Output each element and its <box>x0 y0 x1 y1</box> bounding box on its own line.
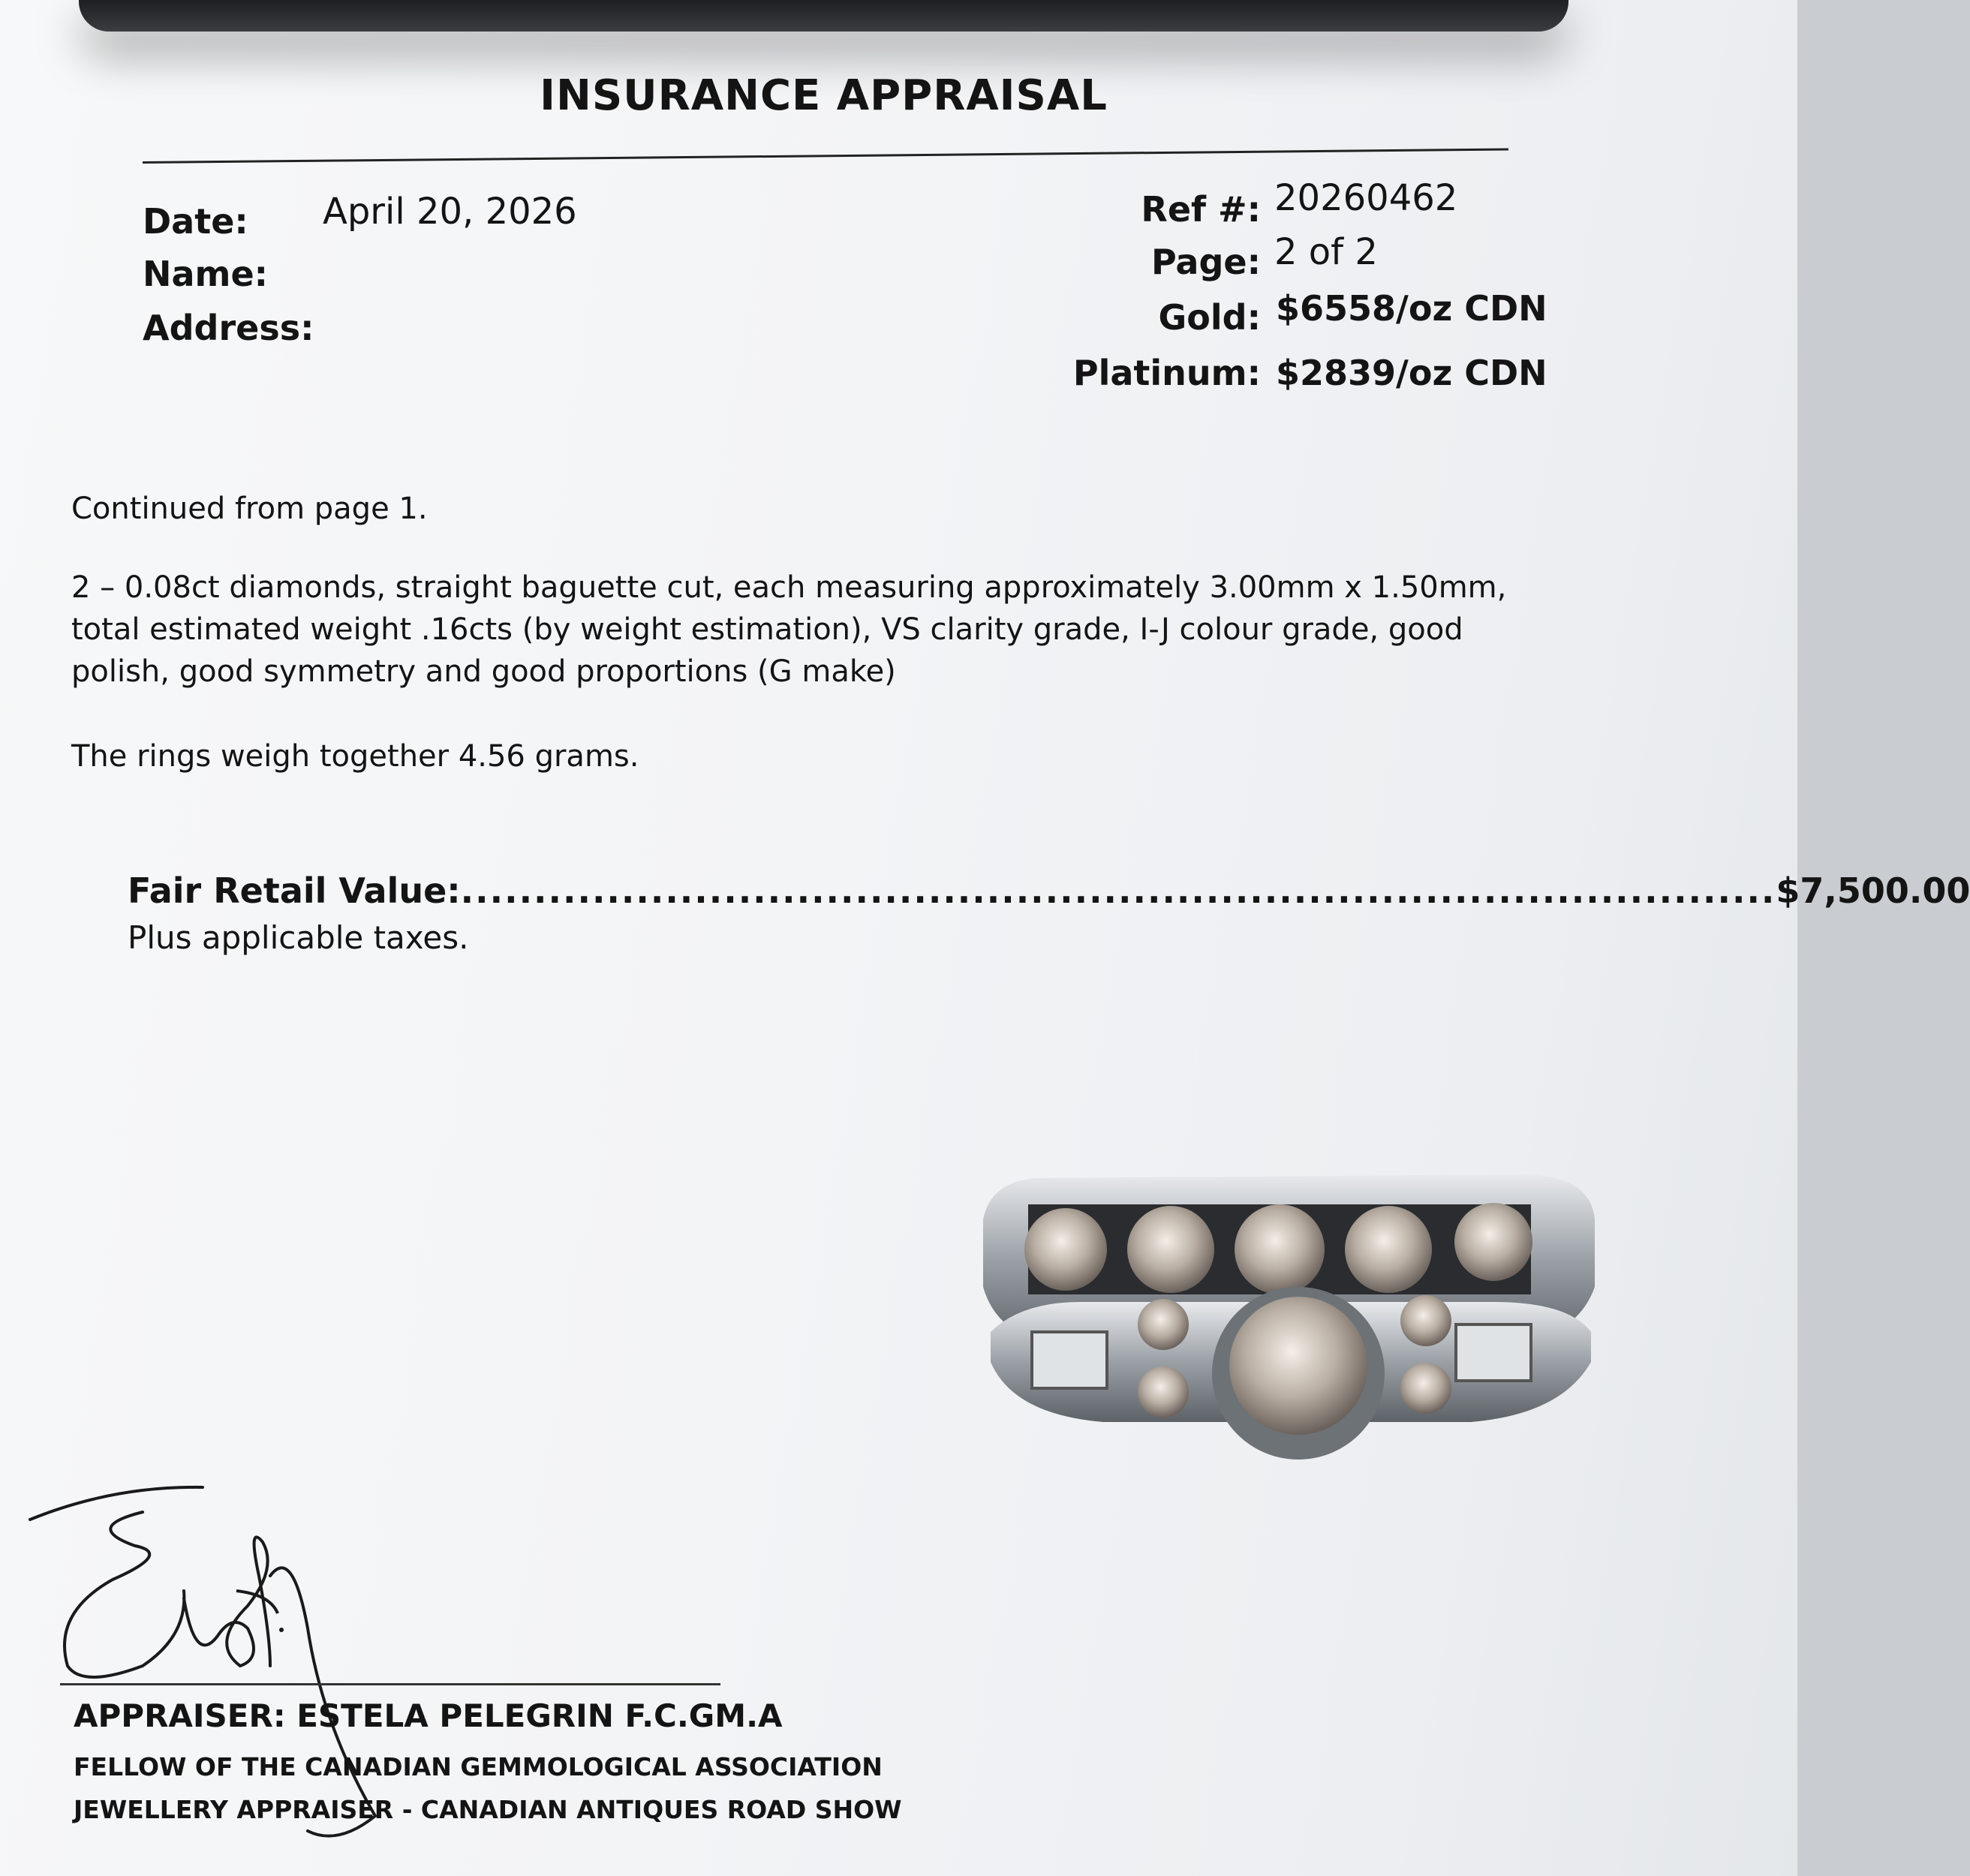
credential-line-2: JEWELLERY APPRAISER - CANADIAN ANTIQUES ROAD SHOW <box>74 1795 902 1824</box>
date-value: April 20, 2026 <box>323 191 577 233</box>
fair-retail-amount: $7,500.00 <box>1776 870 1970 911</box>
clipboard-clip <box>79 0 1568 32</box>
gold-value: $6558/oz CDN <box>1276 288 1547 329</box>
platinum-label: Platinum: <box>1072 353 1261 393</box>
ring-photo <box>976 1174 1599 1490</box>
address-label: Address: <box>143 308 314 348</box>
leader-dots: .......................................................................................... <box>460 870 1776 911</box>
appraiser-name: APPRAISER: ESTELA PELEGRIN F.C.GM.A <box>74 1697 783 1734</box>
page-label: Page: <box>1150 242 1261 282</box>
taxes-note: Plus applicable taxes. <box>128 919 469 956</box>
signature-line <box>60 1683 720 1685</box>
appraiser-signature <box>23 1441 563 1846</box>
document-title: INSURANCE APPRAISAL <box>540 71 1108 120</box>
fair-retail-label: Fair Retail Value: <box>128 870 461 911</box>
name-label: Name: <box>143 254 269 294</box>
ref-value: 20260462 <box>1274 177 1458 219</box>
ref-label: Ref #: <box>1141 189 1261 230</box>
fair-retail-value-line <box>128 870 1970 911</box>
gold-label: Gold: <box>1158 297 1261 338</box>
credential-line-1: FELLOW OF THE CANADIAN GEMMOLOGICAL ASSOCIATION <box>74 1752 883 1781</box>
weight-note: The rings weigh together 4.56 grams. <box>71 739 639 774</box>
continued-note: Continued from page 1. <box>71 492 428 526</box>
diamond-description: 2 – 0.08ct diamonds, straight baguette cut, each measuring approximately 3.00mm x 1.50mm, total estimated weight .16cts (by weight estimation), VS clarity grade, I-J colour grade, good polish, good symmetry and good proportions (G make) <box>71 570 1507 689</box>
platinum-value: $2839/oz CDN <box>1276 353 1547 393</box>
page-value: 2 of 2 <box>1274 231 1378 273</box>
date-label: Date: <box>143 201 248 242</box>
